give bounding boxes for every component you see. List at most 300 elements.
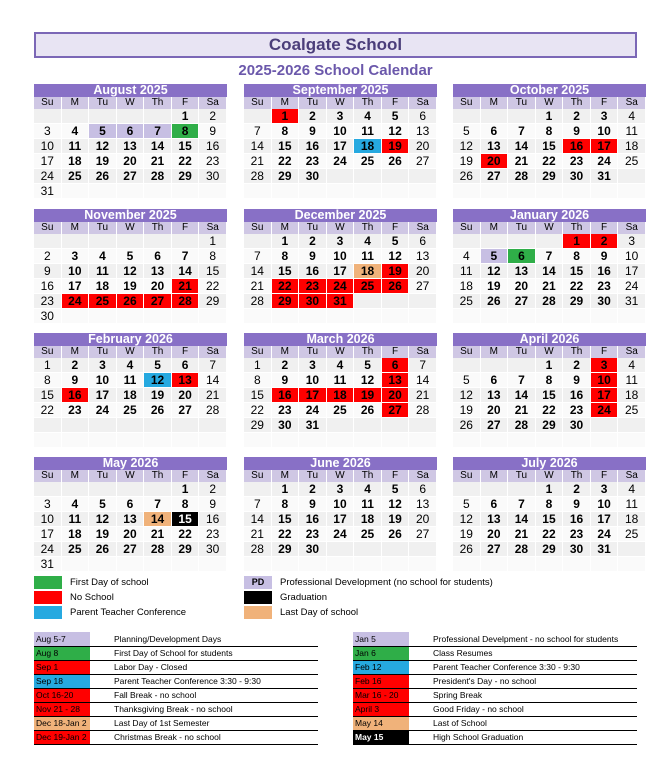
day-cell (382, 169, 410, 184)
day-cell: 8 (272, 249, 300, 264)
day-cell: 5 (453, 124, 481, 139)
day-cell: 22 (244, 403, 272, 418)
day-cell: 20 (409, 264, 437, 279)
event-date: Aug 5-7 (34, 632, 90, 646)
day-cell (144, 184, 172, 199)
weekday-header: Sa (199, 222, 227, 234)
day-cell: 2 (563, 109, 591, 124)
day-cell (354, 169, 382, 184)
day-cell: 27 (481, 169, 509, 184)
day-cell (481, 482, 509, 497)
day-cell: 17 (618, 264, 646, 279)
day-cell: 8 (34, 373, 62, 388)
day-cell (536, 184, 564, 199)
day-cell: 24 (618, 279, 646, 294)
day-cell: 21 (172, 279, 200, 294)
month-calendar (453, 209, 646, 324)
month-title: August 2025 (34, 84, 227, 97)
day-cell: 17 (327, 512, 355, 527)
day-cell: 28 (244, 169, 272, 184)
weekday-header: F (591, 97, 619, 109)
day-cell: 14 (508, 139, 536, 154)
day-cell: 16 (199, 139, 227, 154)
day-cell (409, 418, 437, 433)
day-cell: 7 (508, 497, 536, 512)
day-cell (618, 418, 646, 433)
weekday-header: Th (354, 222, 382, 234)
day-cell: 1 (272, 234, 300, 249)
month-calendar (244, 457, 437, 572)
day-cell (618, 433, 646, 448)
day-cell: 19 (382, 512, 410, 527)
event-description: President's Day - no school (433, 674, 637, 688)
weekday-header: Su (453, 346, 481, 358)
day-cell: 1 (199, 234, 227, 249)
month-title: April 2026 (453, 333, 646, 346)
event-description: High School Graduation (433, 730, 637, 744)
event-date: Oct 16-20 (34, 688, 90, 702)
event-row (353, 632, 637, 646)
day-cell: 29 (536, 542, 564, 557)
day-cell: 16 (563, 139, 591, 154)
day-cell: 7 (244, 249, 272, 264)
day-cell: 1 (172, 109, 200, 124)
day-cell: 25 (618, 403, 646, 418)
day-cell (327, 309, 355, 324)
day-cell: 3 (591, 109, 619, 124)
day-cell: 19 (117, 279, 145, 294)
day-cell: 6 (409, 234, 437, 249)
day-cell: 31 (299, 418, 327, 433)
day-cell (89, 433, 117, 448)
event-spacer (409, 730, 433, 744)
weekday-header: Th (563, 222, 591, 234)
weekday-header: F (172, 97, 200, 109)
day-cell: 21 (508, 403, 536, 418)
day-cell (299, 309, 327, 324)
legend-item (34, 591, 114, 604)
day-cell: 27 (409, 527, 437, 542)
day-cell: 4 (62, 124, 90, 139)
day-cell (272, 557, 300, 572)
day-cell: 27 (117, 542, 145, 557)
event-spacer (409, 688, 433, 702)
day-cell (244, 309, 272, 324)
day-cell: 29 (244, 418, 272, 433)
day-cell: 14 (144, 512, 172, 527)
day-cell (62, 109, 90, 124)
day-cell: 27 (409, 279, 437, 294)
day-cell: 7 (409, 358, 437, 373)
day-cell: 10 (327, 249, 355, 264)
event-date: May 14 (353, 716, 409, 730)
event-description: First Day of School for students (114, 646, 318, 660)
day-cell: 2 (563, 358, 591, 373)
month-title: February 2026 (34, 333, 227, 346)
day-cell (508, 433, 536, 448)
day-cell (382, 542, 410, 557)
day-cell: 15 (536, 512, 564, 527)
day-cell (508, 109, 536, 124)
event-spacer (90, 702, 114, 716)
day-cell (382, 309, 410, 324)
month-calendar (453, 457, 646, 572)
day-cell (34, 234, 62, 249)
day-cell (453, 234, 481, 249)
day-cell: 30 (299, 169, 327, 184)
day-cell: 19 (354, 388, 382, 403)
day-cell (62, 557, 90, 572)
day-cell: 23 (34, 294, 62, 309)
legend-label: First Day of school (70, 577, 149, 588)
day-cell: 3 (327, 234, 355, 249)
day-cell (536, 309, 564, 324)
day-cell: 5 (481, 249, 509, 264)
day-cell: 6 (117, 124, 145, 139)
event-description: Spring Break (433, 688, 637, 702)
day-cell (618, 557, 646, 572)
legend-label: Professional Development (no school for students) (280, 577, 493, 588)
weekday-header: M (481, 222, 509, 234)
weekday-header: M (272, 346, 300, 358)
day-cell: 5 (382, 109, 410, 124)
day-cell: 28 (199, 403, 227, 418)
day-cell: 26 (117, 294, 145, 309)
weekday-header: Tu (299, 97, 327, 109)
school-name: Coalgate School (34, 32, 637, 58)
day-cell: 8 (172, 124, 200, 139)
day-cell: 13 (117, 139, 145, 154)
weekday-header: Th (144, 470, 172, 482)
day-cell: 17 (327, 139, 355, 154)
day-cell: 28 (508, 169, 536, 184)
month-calendar (453, 333, 646, 448)
weekday-header: F (591, 470, 619, 482)
day-cell: 28 (244, 542, 272, 557)
day-cell: 14 (244, 264, 272, 279)
day-cell: 10 (591, 373, 619, 388)
weekday-header: Th (563, 97, 591, 109)
color-legend (34, 576, 634, 626)
event-description: Last Day of 1st Semester (114, 716, 318, 730)
day-cell: 21 (508, 527, 536, 542)
day-cell (508, 309, 536, 324)
day-cell (89, 418, 117, 433)
weekday-header: M (481, 346, 509, 358)
day-cell: 9 (299, 497, 327, 512)
day-cell: 4 (62, 497, 90, 512)
day-cell (563, 557, 591, 572)
event-row (34, 646, 318, 660)
day-cell: 30 (299, 294, 327, 309)
weekday-header: Th (354, 470, 382, 482)
day-cell: 5 (453, 497, 481, 512)
day-cell (409, 294, 437, 309)
day-cell: 4 (327, 358, 355, 373)
day-cell (453, 109, 481, 124)
day-cell: 5 (144, 358, 172, 373)
day-cell (244, 482, 272, 497)
day-cell: 11 (62, 139, 90, 154)
day-cell: 13 (382, 373, 410, 388)
calendar-subtitle: 2025-2026 School Calendar (238, 62, 433, 79)
weekday-header: Tu (89, 346, 117, 358)
day-cell: 26 (89, 542, 117, 557)
day-cell: 20 (409, 139, 437, 154)
day-cell: 24 (34, 542, 62, 557)
month-title: October 2025 (453, 84, 646, 97)
day-cell: 7 (199, 358, 227, 373)
day-cell: 12 (481, 264, 509, 279)
day-cell: 2 (299, 482, 327, 497)
day-cell (34, 482, 62, 497)
weekday-header: Th (354, 97, 382, 109)
day-cell: 11 (327, 373, 355, 388)
day-cell: 25 (354, 279, 382, 294)
day-cell: 29 (563, 294, 591, 309)
weekday-header: Th (144, 222, 172, 234)
day-cell: 29 (536, 169, 564, 184)
day-cell: 9 (563, 124, 591, 139)
weekday-header: F (172, 222, 200, 234)
day-cell (354, 557, 382, 572)
event-description: Class Resumes (433, 646, 637, 660)
day-cell: 28 (508, 418, 536, 433)
day-cell: 20 (382, 388, 410, 403)
day-cell: 5 (354, 358, 382, 373)
day-cell (144, 482, 172, 497)
day-cell (244, 234, 272, 249)
event-row (34, 730, 318, 744)
event-spacer (409, 632, 433, 646)
day-cell: 27 (117, 169, 145, 184)
day-cell: 10 (89, 373, 117, 388)
day-cell: 4 (618, 109, 646, 124)
day-cell: 13 (409, 124, 437, 139)
day-cell: 26 (382, 527, 410, 542)
weekday-header: Sa (618, 470, 646, 482)
day-cell (382, 557, 410, 572)
day-cell (591, 309, 619, 324)
day-cell: 27 (144, 294, 172, 309)
month-calendar (34, 333, 227, 448)
day-cell: 7 (244, 124, 272, 139)
day-cell: 13 (508, 264, 536, 279)
weekday-header: Su (244, 470, 272, 482)
day-cell (199, 184, 227, 199)
event-row (34, 688, 318, 702)
day-cell: 25 (117, 403, 145, 418)
day-cell: 2 (34, 249, 62, 264)
day-cell: 29 (172, 542, 200, 557)
day-cell (453, 557, 481, 572)
event-row (34, 702, 318, 716)
day-cell: 7 (144, 124, 172, 139)
day-cell: 15 (199, 264, 227, 279)
day-cell: 17 (34, 154, 62, 169)
day-cell: 21 (244, 154, 272, 169)
day-cell: 26 (453, 169, 481, 184)
day-cell: 22 (536, 527, 564, 542)
event-description: Christmas Break - no school (114, 730, 318, 744)
weekday-header: Su (453, 222, 481, 234)
event-date: Sep 1 (34, 660, 90, 674)
day-cell: 16 (563, 512, 591, 527)
day-cell: 18 (117, 388, 145, 403)
day-cell: 5 (453, 373, 481, 388)
day-cell: 7 (536, 249, 564, 264)
weekday-header: W (117, 346, 145, 358)
day-cell: 6 (481, 497, 509, 512)
day-cell: 24 (591, 403, 619, 418)
day-cell: 23 (591, 279, 619, 294)
day-cell (244, 184, 272, 199)
day-cell (327, 433, 355, 448)
weekday-header: Sa (199, 470, 227, 482)
day-cell: 2 (591, 234, 619, 249)
day-cell: 18 (354, 139, 382, 154)
event-spacer (409, 660, 433, 674)
weekday-header: Tu (299, 346, 327, 358)
event-description: Fall Break - no school (114, 688, 318, 702)
day-cell: 24 (89, 403, 117, 418)
day-cell: 17 (327, 264, 355, 279)
day-cell (563, 184, 591, 199)
day-cell: 13 (409, 249, 437, 264)
month-calendar (34, 457, 227, 572)
weekday-header: Su (453, 470, 481, 482)
day-cell: 11 (618, 124, 646, 139)
day-cell: 27 (382, 403, 410, 418)
day-cell: 19 (382, 264, 410, 279)
event-spacer (90, 730, 114, 744)
day-cell: 25 (618, 154, 646, 169)
event-spacer (409, 674, 433, 688)
day-cell: 2 (299, 234, 327, 249)
day-cell (409, 169, 437, 184)
day-cell: 30 (299, 542, 327, 557)
event-spacer (409, 646, 433, 660)
legend-swatch: PD (244, 576, 272, 589)
day-cell (117, 482, 145, 497)
day-cell: 1 (536, 358, 564, 373)
day-cell: 27 (409, 154, 437, 169)
weekday-header: W (327, 346, 355, 358)
day-cell: 13 (144, 264, 172, 279)
day-cell: 9 (34, 264, 62, 279)
day-cell: 14 (508, 388, 536, 403)
day-cell: 7 (508, 124, 536, 139)
weekday-header: Sa (618, 97, 646, 109)
weekday-header: Su (453, 97, 481, 109)
day-cell: 5 (382, 234, 410, 249)
day-cell: 8 (536, 497, 564, 512)
day-cell: 3 (34, 124, 62, 139)
day-cell: 6 (117, 497, 145, 512)
day-cell: 7 (144, 497, 172, 512)
day-cell: 8 (272, 497, 300, 512)
day-cell (172, 418, 200, 433)
day-cell: 21 (144, 154, 172, 169)
day-cell (536, 557, 564, 572)
month-title: December 2025 (244, 209, 437, 222)
weekday-header: F (172, 470, 200, 482)
day-cell (299, 557, 327, 572)
day-cell (327, 418, 355, 433)
day-cell: 16 (591, 264, 619, 279)
day-cell: 29 (272, 169, 300, 184)
day-cell (299, 433, 327, 448)
weekday-header: W (536, 222, 564, 234)
day-cell: 9 (591, 249, 619, 264)
day-cell: 8 (244, 373, 272, 388)
day-cell (172, 309, 200, 324)
day-cell (62, 184, 90, 199)
day-cell: 22 (536, 403, 564, 418)
event-row (353, 702, 637, 716)
event-date: May 15 (353, 730, 409, 744)
day-cell: 18 (62, 154, 90, 169)
event-row (34, 716, 318, 730)
day-cell: 15 (172, 512, 200, 527)
day-cell (354, 433, 382, 448)
weekday-header: M (62, 222, 90, 234)
event-row (353, 730, 637, 744)
day-cell: 11 (354, 249, 382, 264)
day-cell: 4 (89, 249, 117, 264)
day-cell: 13 (481, 512, 509, 527)
day-cell: 18 (89, 279, 117, 294)
weekday-header: Sa (409, 470, 437, 482)
event-spacer (409, 702, 433, 716)
day-cell: 23 (299, 154, 327, 169)
day-cell: 15 (272, 512, 300, 527)
legend-swatch (244, 591, 272, 604)
legend-label: Last Day of school (280, 607, 359, 618)
weekday-header: F (382, 346, 410, 358)
event-spacer (90, 688, 114, 702)
month-title: July 2026 (453, 457, 646, 470)
day-cell: 29 (172, 169, 200, 184)
day-cell (62, 418, 90, 433)
day-cell (117, 557, 145, 572)
day-cell: 28 (172, 294, 200, 309)
weekday-header: W (327, 97, 355, 109)
weekday-header: Su (34, 346, 62, 358)
weekday-header: Sa (199, 97, 227, 109)
day-cell: 10 (34, 139, 62, 154)
day-cell: 6 (508, 249, 536, 264)
day-cell: 10 (327, 497, 355, 512)
weekday-header: Tu (508, 470, 536, 482)
day-cell: 29 (536, 418, 564, 433)
event-description: Good Friday - no school (433, 702, 637, 716)
day-cell: 22 (172, 154, 200, 169)
day-cell (144, 309, 172, 324)
day-cell: 8 (563, 249, 591, 264)
weekday-header: Tu (508, 222, 536, 234)
day-cell: 20 (481, 527, 509, 542)
day-cell: 18 (453, 279, 481, 294)
day-cell (299, 184, 327, 199)
day-cell: 21 (409, 388, 437, 403)
legend-swatch (34, 606, 62, 619)
day-cell: 1 (244, 358, 272, 373)
day-cell: 25 (354, 527, 382, 542)
legend-label: No School (70, 592, 114, 603)
event-row (34, 632, 318, 646)
day-cell: 24 (299, 403, 327, 418)
